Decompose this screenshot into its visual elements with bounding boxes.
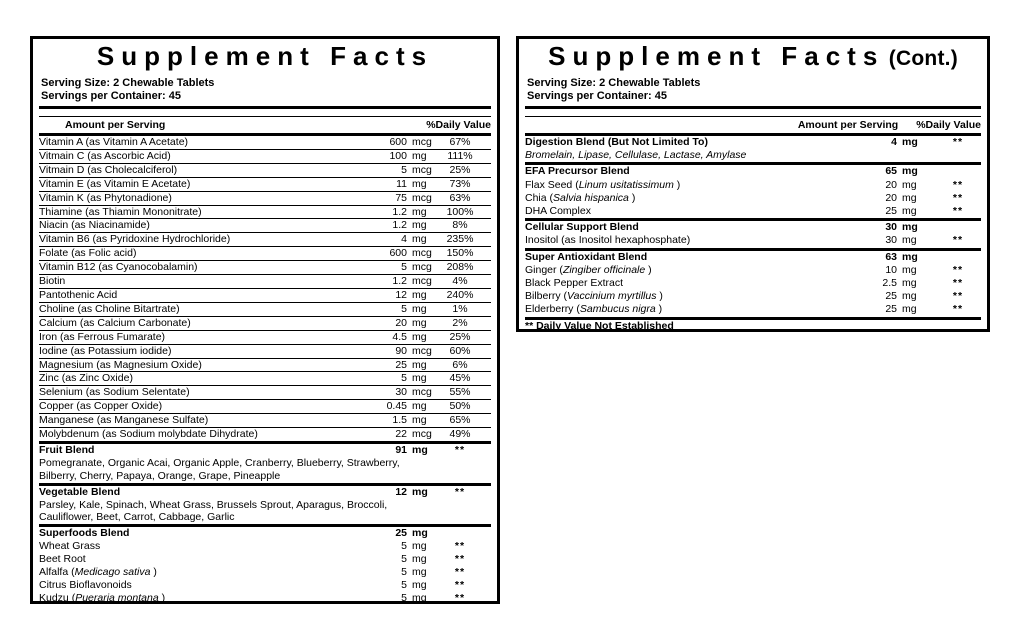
daily-value: ** — [952, 178, 964, 191]
amount-unit: mg — [412, 149, 427, 162]
ingredient-name: Beet Root — [39, 553, 86, 566]
daily-value: ** — [454, 566, 466, 579]
table-row — [525, 205, 981, 218]
table-row — [525, 192, 981, 205]
amount-unit: mg — [412, 358, 427, 371]
table-row — [39, 566, 491, 579]
amount-unit: mg — [902, 136, 918, 148]
supplement-facts-panel — [30, 36, 500, 604]
table-row — [525, 277, 981, 290]
daily-value-column-header: %Daily Value — [426, 119, 491, 131]
amount-value: 100 — [389, 149, 407, 162]
table-row — [525, 218, 981, 234]
table-row — [525, 234, 981, 247]
ingredient-name: Inositol (as Inositol hexaphosphate) — [525, 234, 691, 247]
amount-value: 25 — [885, 290, 897, 303]
amount-unit: mg — [902, 221, 918, 234]
amount-value: 5 — [401, 372, 407, 385]
ingredient-name: Digestion Blend (But Not Limited To) — [525, 136, 708, 148]
amount-value: 4.5 — [392, 330, 407, 343]
amount-unit: mg — [902, 178, 917, 191]
amount-value: 5 — [401, 163, 407, 176]
amount-unit: mg — [412, 414, 427, 427]
amount-column-header: Amount per Serving — [65, 119, 166, 131]
footnote-row — [525, 317, 981, 333]
ingredient-name: Elderberry (Sambucus nigra ) — [525, 303, 663, 316]
table-row — [525, 149, 981, 162]
amount-value: 4 — [891, 136, 897, 148]
table-row — [525, 264, 981, 277]
table-row — [525, 136, 981, 149]
ingredient-table — [39, 136, 491, 605]
amount-value: 11 — [396, 177, 407, 190]
amount-value: 5 — [401, 553, 407, 566]
ingredient-name: Zinc (as Zinc Oxide) — [39, 372, 133, 385]
amount-unit: mg — [412, 485, 428, 498]
table-row — [39, 177, 491, 191]
ingredient-name: Selenium (as Sodium Selentate) — [39, 386, 190, 399]
amount-unit: mg — [902, 165, 918, 178]
ingredient-name: Chia (Salvia hispanica ) — [525, 191, 636, 204]
amount-unit: mg — [412, 302, 427, 315]
ingredient-name: EFA Precursor Blend — [525, 165, 630, 178]
amount-value: 22 — [395, 428, 407, 441]
panel-title — [525, 42, 981, 75]
table-row — [39, 246, 491, 260]
panel-title-text: Supplement Facts — [548, 41, 885, 71]
daily-value: ** — [454, 443, 466, 456]
ingredient-name: Vitamin E (as Vitamin E Acetate) — [39, 177, 191, 190]
table-row — [39, 457, 491, 470]
daily-value: ** — [454, 553, 466, 566]
amount-value: 4 — [401, 233, 407, 246]
table-row — [39, 274, 491, 288]
amount-unit: mcg — [412, 275, 432, 288]
daily-value: 45% — [449, 372, 471, 385]
ingredient-name: DHA Complex — [525, 205, 591, 218]
amount-value: 12 — [395, 288, 407, 301]
amount-value: 5 — [401, 566, 407, 579]
amount-value: 75 — [395, 191, 407, 204]
table-row — [525, 248, 981, 264]
amount-unit: mg — [412, 553, 427, 566]
ingredient-name: Copper (as Copper Oxide) — [39, 400, 163, 413]
ingredient-name: Black Pepper Extract — [525, 277, 624, 290]
amount-unit: mcg — [412, 344, 432, 357]
ingredient-name: Alfalfa (Medicago sativa ) — [39, 566, 157, 579]
amount-value: 5 — [401, 579, 407, 591]
daily-value: 25% — [449, 163, 471, 176]
table-row — [39, 288, 491, 302]
daily-value: 111% — [447, 149, 473, 162]
ingredient-name: Wheat Grass — [39, 540, 101, 553]
amount-unit: mcg — [412, 261, 432, 274]
ingredient-name: Citrus Bioflavonoids — [39, 579, 132, 591]
amount-value: 0.45 — [386, 400, 407, 413]
table-row — [39, 330, 491, 344]
amount-value: 20 — [395, 316, 407, 329]
daily-value: ** — [952, 234, 964, 247]
ingredient-name: Vitamin B12 (as Cyanocobalamin) — [39, 261, 198, 274]
daily-value: 150% — [446, 247, 474, 260]
amount-unit: mcg — [412, 428, 432, 441]
amount-unit: mcg — [412, 191, 432, 204]
ingredient-name: Bilberry, Cherry, Papaya, Orange, Grape, Pineapple — [39, 469, 281, 482]
table-row — [39, 358, 491, 372]
table-row — [39, 441, 491, 457]
amount-unit: mg — [412, 591, 427, 604]
amount-value: 600 — [389, 136, 407, 148]
servings-per-container: Servings per Container: 45 — [527, 90, 667, 102]
amount-unit: mg — [412, 177, 427, 190]
ingredient-name: Vegetable Blend — [39, 485, 121, 498]
amount-column-header: Amount per Serving — [797, 119, 899, 131]
table-row — [39, 553, 491, 566]
table-row — [39, 470, 491, 483]
ingredient-name: Vitmain D (as Cholecalciferol) — [39, 163, 178, 176]
amount-value: 10 — [885, 263, 897, 276]
daily-value: ** — [952, 191, 964, 204]
table-row — [39, 316, 491, 330]
amount-unit: mg — [412, 566, 427, 579]
amount-value: 5 — [401, 591, 407, 604]
ingredient-name: Parsley, Kale, Spinach, Wheat Grass, Brussels Sprout, Aparagus, Broccoli, — [39, 498, 388, 511]
spacer — [525, 109, 981, 116]
amount-unit: mg — [412, 205, 427, 218]
amount-value: 5 — [401, 302, 407, 315]
serving-size: Serving Size: 2 Chewable Tablets — [41, 77, 215, 89]
table-row — [39, 136, 491, 149]
amount-value: 91 — [395, 443, 407, 456]
ingredient-name: Cauliflower, Beet, Carrot, Cabbage, Garlic — [39, 511, 235, 524]
ingredient-name: Cellular Support Blend — [525, 221, 639, 234]
panel-title-cont: (Cont.) — [888, 47, 958, 70]
daily-value: ** — [952, 303, 964, 316]
ingredient-name: Bromelain, Lipase, Cellulase, Lactase, Amylase — [525, 149, 747, 162]
amount-unit: mg — [902, 191, 917, 204]
table-row — [39, 427, 491, 441]
table-row — [39, 302, 491, 316]
daily-value: ** — [952, 136, 964, 148]
column-headers — [39, 116, 491, 136]
table-row — [525, 303, 981, 316]
ingredient-name: Vitamin K (as Phytonadione) — [39, 191, 172, 204]
spacer — [39, 109, 491, 116]
ingredient-name: Iodine (as Potassium iodide) — [39, 344, 172, 357]
amount-unit: mg — [412, 527, 428, 540]
table-row — [39, 191, 491, 205]
amount-value: 30 — [885, 234, 897, 247]
amount-value: 63 — [885, 250, 897, 263]
daily-value: 63% — [449, 191, 471, 204]
table-row — [39, 524, 491, 540]
daily-value: 25% — [449, 330, 471, 343]
amount-unit: mg — [412, 330, 427, 343]
daily-value: ** — [454, 591, 466, 604]
ingredient-name: Molybdenum (as Sodium molybdate Dihydrate) — [39, 428, 258, 441]
daily-value: 60% — [449, 344, 471, 357]
daily-value: 49% — [449, 428, 471, 441]
daily-value: 65% — [449, 414, 471, 427]
amount-unit: mg — [412, 579, 427, 591]
daily-value: ** — [952, 277, 964, 290]
ingredient-name: Vitamin A (as Vitamin A Acetate) — [39, 136, 189, 148]
ingredient-name: Fruit Blend — [39, 443, 95, 456]
table-row — [39, 540, 491, 553]
amount-unit: mg — [902, 205, 917, 218]
ingredient-name: Superfoods Blend — [39, 527, 130, 540]
amount-value: 5 — [401, 261, 407, 274]
amount-value: 5 — [401, 540, 407, 553]
amount-value: 1.2 — [392, 205, 407, 218]
ingredient-name: Folate (as Folic acid) — [39, 247, 137, 260]
panel-title — [39, 42, 491, 75]
amount-unit: mg — [412, 233, 427, 246]
amount-unit: mg — [412, 540, 427, 553]
panel-title-text: Supplement Facts — [96, 41, 434, 71]
ingredient-table — [525, 136, 981, 333]
ingredient-name: Manganese (as Manganese Sulfate) — [39, 414, 209, 427]
amount-unit: mg — [902, 250, 918, 263]
table-row — [39, 218, 491, 232]
amount-value: 25 — [885, 303, 897, 316]
ingredient-name: Flax Seed (Linum usitatissimum ) — [525, 178, 681, 191]
amount-value: 65 — [885, 165, 897, 178]
table-row — [39, 592, 491, 605]
amount-unit: mg — [412, 443, 428, 456]
amount-value: 25 — [885, 205, 897, 218]
ingredient-name: Magnesium (as Magnesium Oxide) — [39, 358, 202, 371]
amount-value: 25 — [395, 527, 407, 540]
daily-value: 55% — [449, 386, 471, 399]
amount-unit: mg — [412, 219, 427, 232]
table-row — [525, 290, 981, 303]
amount-unit: mg — [412, 372, 427, 385]
ingredient-name: Vitamin B6 (as Pyridoxine Hydrochloride) — [39, 233, 231, 246]
table-row — [39, 413, 491, 427]
table-row — [39, 260, 491, 274]
amount-value: 30 — [395, 386, 407, 399]
amount-unit: mg — [412, 400, 427, 413]
amount-unit: mg — [902, 303, 917, 316]
table-row — [39, 385, 491, 399]
ingredient-name: Biotin — [39, 275, 66, 288]
daily-value: 2% — [452, 316, 468, 329]
daily-value: 67% — [449, 136, 471, 148]
amount-unit: mg — [412, 316, 427, 329]
daily-value: 6% — [452, 358, 468, 371]
ingredient-name: Iron (as Ferrous Fumarate) — [39, 330, 166, 343]
table-row — [525, 162, 981, 178]
daily-value: ** — [952, 263, 964, 276]
table-row — [39, 149, 491, 163]
daily-value: 1% — [452, 302, 468, 315]
amount-value: 2.5 — [882, 277, 897, 290]
daily-value: ** — [454, 540, 466, 553]
amount-unit: mg — [412, 288, 427, 301]
amount-unit: mg — [902, 234, 917, 247]
supplement-facts-cont-panel — [516, 36, 990, 332]
ingredient-name: Niacin (as Niacinamide) — [39, 219, 150, 232]
ingredient-name: Ginger (Zingiber officinale ) — [525, 263, 652, 276]
table-row — [39, 344, 491, 358]
amount-value: 1.2 — [392, 219, 407, 232]
daily-value: 208% — [446, 261, 474, 274]
ingredient-name: Kudzu (Pueraria montana ) — [39, 591, 166, 604]
table-row — [39, 371, 491, 385]
daily-value: 73% — [449, 177, 471, 190]
table-row — [39, 579, 491, 592]
daily-value: 100% — [446, 205, 474, 218]
amount-value: 30 — [885, 221, 897, 234]
amount-value: 90 — [395, 344, 407, 357]
amount-value: 1.2 — [392, 275, 407, 288]
table-row — [39, 483, 491, 499]
amount-unit: mg — [902, 263, 917, 276]
amount-value: 600 — [389, 247, 407, 260]
daily-value-column-header: %Daily Value — [916, 119, 981, 131]
table-row — [39, 499, 491, 512]
daily-value: 50% — [449, 400, 471, 413]
daily-value: ** — [454, 485, 466, 498]
daily-value: 4% — [452, 275, 468, 288]
amount-value: 20 — [885, 191, 897, 204]
ingredient-name: Calcium (as Calcium Carbonate) — [39, 316, 191, 329]
amount-unit: mg — [902, 277, 917, 290]
column-headers — [525, 116, 981, 136]
table-row — [39, 511, 491, 524]
ingredient-name: Bilberry (Vaccinium myrtillus ) — [525, 290, 663, 303]
table-row — [39, 399, 491, 413]
serving-size: Serving Size: 2 Chewable Tablets — [527, 77, 701, 89]
amount-unit: mcg — [412, 136, 432, 148]
servings-per-container: Servings per Container: 45 — [41, 90, 181, 102]
daily-value: 235% — [446, 233, 474, 246]
daily-value: 240% — [446, 288, 474, 301]
table-row — [525, 179, 981, 192]
amount-value: 20 — [885, 178, 897, 191]
amount-unit: mcg — [412, 386, 432, 399]
table-row — [39, 205, 491, 219]
amount-unit: mcg — [412, 247, 432, 260]
ingredient-name: Pantothenic Acid — [39, 288, 118, 301]
footnote-text: ** Daily Value Not Established — [525, 319, 674, 332]
daily-value: ** — [952, 205, 964, 218]
ingredient-name: Thiamine (as Thiamin Mononitrate) — [39, 205, 202, 218]
amount-value: 1.5 — [392, 414, 407, 427]
ingredient-name: Choline (as Choline Bitartrate) — [39, 302, 180, 315]
amount-value: 12 — [395, 485, 407, 498]
table-row — [39, 163, 491, 177]
amount-unit: mg — [902, 290, 917, 303]
table-row — [39, 232, 491, 246]
daily-value: ** — [454, 579, 466, 591]
daily-value: ** — [952, 290, 964, 303]
ingredient-name: Pomegranate, Organic Acai, Organic Apple, Cranberry, Blueberry, Strawberry, — [39, 456, 400, 469]
ingredient-name: Vitmain C (as Ascorbic Acid) — [39, 149, 171, 162]
amount-unit: mcg — [412, 163, 432, 176]
ingredient-name: Super Antioxidant Blend — [525, 250, 648, 263]
daily-value: 8% — [452, 219, 468, 232]
amount-value: 25 — [395, 358, 407, 371]
